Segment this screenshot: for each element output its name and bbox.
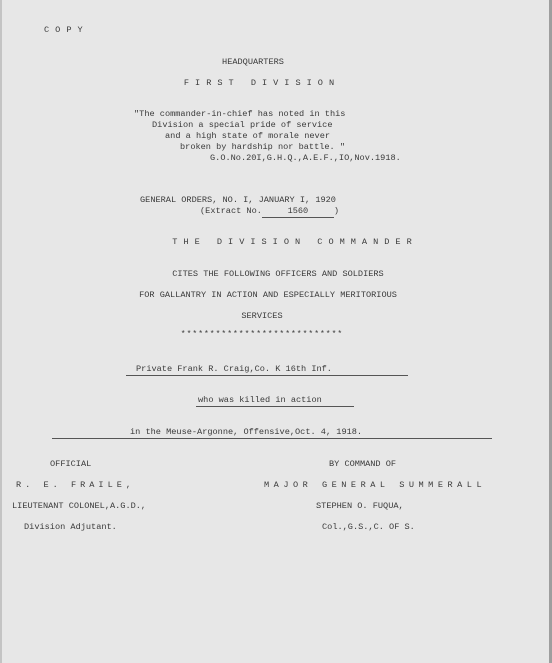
chief-of-staff-name: STEPHEN O. FUQUA, [316,501,404,511]
adjutant-name: R. E. FRAILE, [16,480,136,490]
division-heading: FIRST DIVISION [183,78,341,88]
extract-prefix: (Extract No. [200,206,262,216]
citation-line: CITES THE FOLLOWING OFFICERS AND SOLDIERS [172,269,384,279]
quote-line: Division a special pride of service [152,120,333,130]
soldier-place: in the Meuse-Argonne, Offensive,Oct. 4, 1918. [130,427,363,437]
extract-suffix: ) [333,206,340,216]
soldier-status-underline [196,406,354,407]
extract-line [200,207,339,218]
citation-line: FOR GALLANTRY IN ACTION AND ESPECIALLY MERITORIOUS [139,290,397,300]
commander-heading: THE DIVISION COMMANDER [172,237,418,247]
star-divider: **************************** [180,330,344,339]
quote-citation: G.O.No.20I,G.H.Q.,A.E.F.,IO,Nov.1918. [210,153,401,163]
soldier-name-underline [126,375,408,376]
soldier-name: Private Frank R. Craig,Co. K 16th Inf. [136,364,332,374]
citation-services: SERVICES [241,311,283,321]
headquarters-heading: HEADQUARTERS [222,57,284,67]
quote-line: "The commander-in-chief has noted in this [134,109,346,119]
adjutant-rank: LIEUTENANT COLONEL,A.G.D., [12,501,147,511]
quote-line: and a high state of morale never [165,131,331,141]
soldier-status: who was killed in action [198,395,322,405]
adjutant-title: Division Adjutant. [24,522,117,532]
copy-label: COPY [44,25,89,35]
quote-line: broken by hardship nor battle. " [180,142,346,152]
chief-of-staff-title: Col.,G.S.,C. OF S. [322,522,415,532]
soldier-place-underline [52,438,492,439]
general-orders-line: GENERAL ORDERS, NO. I, JANUARY I, 1920 [140,195,336,205]
extract-number: 1560 [262,207,334,218]
official-label: OFFICIAL [50,459,92,469]
commanding-general: MAJOR GENERAL SUMMERALL [264,480,487,490]
by-command-label: BY COMMAND OF [329,459,397,469]
